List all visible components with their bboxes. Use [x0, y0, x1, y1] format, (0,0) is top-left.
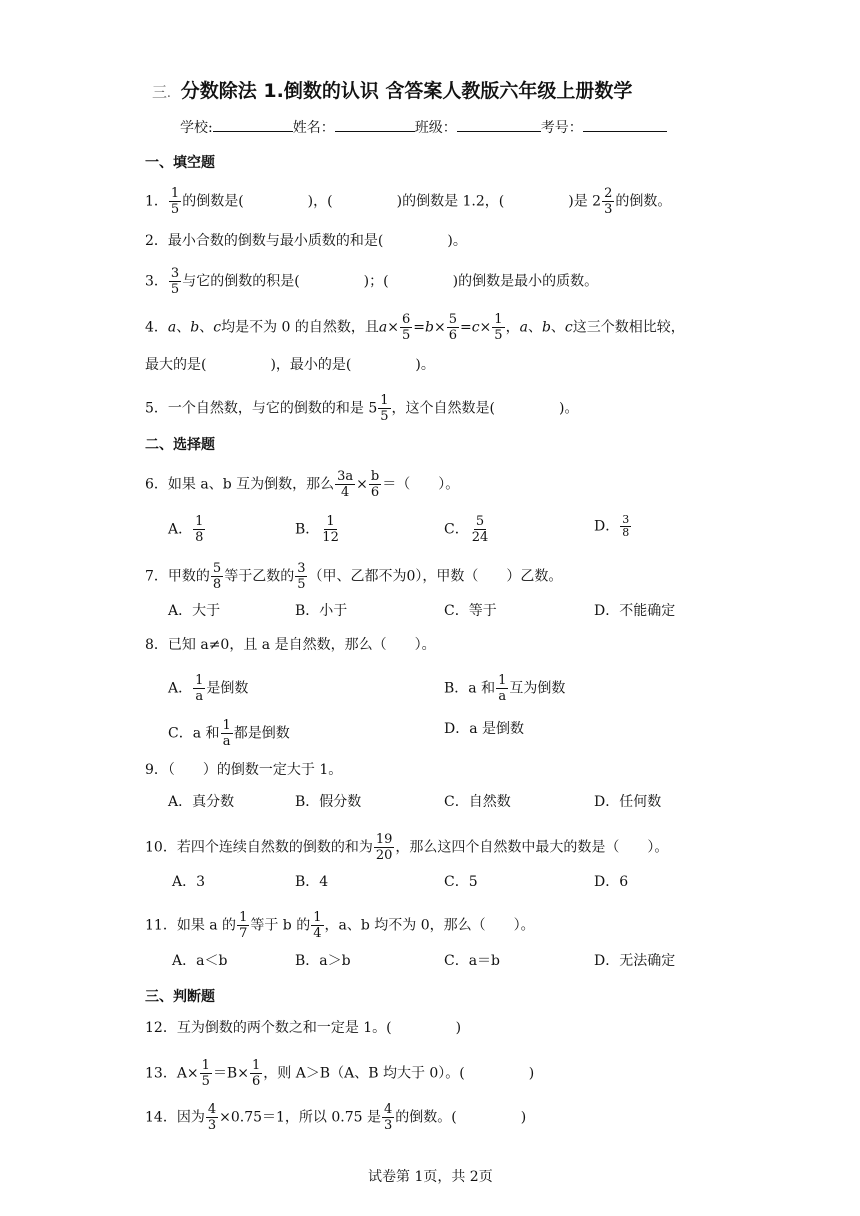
- q4-text-end: )。: [415, 357, 435, 373]
- q1-text-d: )是 2: [568, 193, 602, 210]
- q6-text-a: 6．如果 a、b 互为倒数，那么: [145, 476, 335, 493]
- name-blank[interactable]: [335, 117, 415, 132]
- q3-text-b: )；(: [363, 273, 389, 290]
- q4-fraction-1-5: $\frac{1}{5}$: [494, 312, 503, 343]
- q4-var-b: b: [190, 319, 200, 336]
- question-7: [145, 561, 562, 592]
- q1-number: 1．: [145, 193, 168, 210]
- student-info-line: [180, 117, 667, 138]
- q11-text-a: 11．如果 a 的: [145, 917, 237, 934]
- q9-option-c[interactable]: C．自然数: [444, 794, 511, 810]
- q10-option-c[interactable]: C．5: [444, 874, 478, 890]
- question-10: [145, 832, 668, 863]
- question-4-line-2: [145, 355, 435, 375]
- q14-text-c: 的倒数。(: [395, 1109, 457, 1126]
- q1-fraction-2-3: $\frac{2}{3}$: [604, 186, 613, 217]
- q6-fraction-b-6: $\frac{b}{6}$: [370, 469, 380, 500]
- q7-option-c[interactable]: C．等于: [444, 603, 497, 619]
- question-8: 8．已知 a≠0，且 a 是自然数，那么（ ）。: [145, 637, 436, 653]
- section-true-false: 三、判断题: [145, 989, 215, 1005]
- q1-text-c: )的倒数是 1.2，(: [396, 193, 505, 210]
- exam-no-blank[interactable]: [583, 117, 667, 132]
- q11-option-d[interactable]: D．无法确定: [594, 953, 676, 969]
- section-multiple-choice: 二、选择题: [145, 437, 215, 453]
- q14-fraction-4-3: $\frac{4}{3}$: [207, 1102, 217, 1133]
- q1-fraction-1-5: $\frac{1}{5}$: [170, 186, 180, 217]
- q14-fraction-4-3-b: $\frac{4}{3}$: [384, 1102, 393, 1133]
- q4-number: 4．: [145, 319, 168, 336]
- q5-text-a: 5．一个自然数，与它的倒数的和是 5: [145, 400, 378, 417]
- q4-fraction-5-6: $\frac{5}{6}$: [448, 312, 457, 343]
- q13-text-c: ，则 A＞B（A、B 均大于 0）。(: [263, 1065, 465, 1082]
- q13-text-b: ＝B×: [212, 1065, 249, 1082]
- q5-fraction: $\frac{1}{5}$: [380, 393, 389, 424]
- q10-option-b[interactable]: B．4: [295, 874, 329, 890]
- q6-option-a[interactable]: A． $\frac{1}{8}$: [168, 514, 204, 545]
- question-11: [145, 910, 535, 941]
- q3-fraction: $\frac{3}{5}$: [170, 266, 180, 297]
- q4-var-c: c: [213, 319, 222, 336]
- q13-text-a: 13．A×: [145, 1065, 199, 1082]
- school-blank[interactable]: [213, 117, 293, 132]
- class-label: 班级：: [414, 120, 457, 136]
- q11-text-b: 等于 b 的: [250, 917, 311, 934]
- q6-option-d[interactable]: D． $\frac{3}{8}$: [594, 513, 630, 539]
- q4-var-a: a: [167, 319, 177, 336]
- q4-fraction-6-5: $\frac{6}{5}$: [401, 312, 411, 343]
- q9-option-d[interactable]: D．任何数: [594, 794, 662, 810]
- q10-text-b: ，那么这四个自然数中最大的数是（ ）。: [395, 839, 669, 856]
- q11-option-a[interactable]: A．a＜b: [172, 953, 228, 969]
- q11-option-b[interactable]: B．a＞b: [295, 953, 351, 969]
- q7-text-c: （甲、乙都不为0），甲数（ ）乙数。: [308, 568, 563, 585]
- question-5: [145, 393, 578, 424]
- q8-option-c[interactable]: C．a 和 $\frac{1}{a}$ 都是倒数: [168, 718, 290, 749]
- q11-option-c[interactable]: C．a＝b: [444, 953, 501, 969]
- title-text: 分数除法 1.倒数的认识 含答案人教版六年级上册数学: [180, 80, 633, 102]
- q1-text-a: 的倒数是(: [182, 193, 244, 210]
- q10-text-a: 10．若四个连续自然数的倒数的和为: [145, 839, 373, 856]
- q2-end: )。: [447, 233, 467, 249]
- question-9: 9．（ ）的倒数一定大于 1。: [145, 762, 343, 778]
- page-footer: 试卷第 1页，共 2页: [368, 1169, 493, 1185]
- q5-text-b: ，这个自然数是(: [391, 400, 496, 417]
- q11-text-c: ，a、b 均不为 0，那么（ ）。: [324, 917, 535, 934]
- exam-no-label: 考号：: [540, 120, 583, 136]
- q3-text-c: )的倒数是最小的质数。: [452, 273, 599, 290]
- page-title: [152, 76, 632, 103]
- q6-option-b[interactable]: B． $\frac{1}{12}$: [295, 514, 339, 545]
- question-6: 6．如果 a、b 互为倒数，那么 $\frac{3a}{4}$ × $\frac{b}{6}$ ＝（ ）。: [145, 469, 460, 500]
- q9-option-a[interactable]: A．真分数: [168, 794, 235, 810]
- q4-text-a: 均是不为 0 的自然数，且: [221, 319, 379, 336]
- q6-text-b: ＝（ ）。: [382, 476, 460, 493]
- q7-text-a: 7．甲数的: [145, 568, 210, 585]
- q4-text-b: 这三个数相比较，: [572, 319, 685, 336]
- q12-text: 12．互为倒数的两个数之和一定是 1。(: [145, 1020, 392, 1036]
- q7-fraction-3-5: $\frac{3}{5}$: [297, 561, 306, 592]
- q14-text-b: ×0.75＝1，所以 0.75 是: [219, 1109, 381, 1126]
- q5-text-c: )。: [559, 400, 579, 417]
- q1-text-e: 的倒数。: [615, 193, 672, 210]
- q3-text-a: 与它的倒数的积是(: [182, 273, 300, 290]
- school-label: 学校:: [180, 120, 213, 136]
- q11-fraction-1-4: $\frac{1}{4}$: [313, 910, 322, 941]
- q8-option-a[interactable]: A． $\frac{1}{a}$ 是倒数: [168, 673, 249, 704]
- q7-text-b: 等于乙数的: [224, 568, 295, 585]
- question-14: 14．因为 $\frac{4}{3}$ ×0.75＝1，所以 0.75 是 $\frac{4}{3}$ 的倒数。( ): [145, 1102, 527, 1133]
- q10-fraction-19-20: $\frac{19}{20}$: [375, 832, 393, 863]
- q4-text-max: 最大的是(: [145, 357, 207, 373]
- q3-number: 3．: [145, 273, 168, 290]
- section-fill-blank: 一、填空题: [145, 155, 215, 171]
- q7-fraction-5-8: $\frac{5}{8}$: [212, 561, 222, 592]
- q9-option-b[interactable]: B．假分数: [295, 794, 362, 810]
- q8-option-d[interactable]: D．a 是倒数: [444, 721, 525, 737]
- q11-fraction-1-7: $\frac{1}{7}$: [239, 910, 248, 941]
- q13-fraction-1-6: $\frac{1}{6}$: [251, 1058, 261, 1089]
- question-4: 4．a、b、c均是不为 0 的自然数，且a× $\frac{6}{5}$ =b× $\frac{5}{6}$ =c× $\frac{1}{5}$ ，a、b、c这三个数相比较，: [145, 312, 685, 343]
- q10-option-a[interactable]: A．3: [172, 874, 206, 890]
- question-12: 12．互为倒数的两个数之和一定是 1。( ): [145, 1020, 462, 1036]
- class-blank[interactable]: [457, 117, 541, 132]
- name-label: 姓名：: [292, 120, 335, 136]
- q10-option-d[interactable]: D．6: [594, 874, 629, 890]
- section-prefix: 三.: [152, 85, 171, 101]
- question-1: [145, 186, 671, 217]
- question-3: [145, 266, 598, 297]
- q7-option-b[interactable]: B．小于: [295, 603, 348, 619]
- q6-option-c[interactable]: C． $\frac{5}{24}$: [444, 514, 489, 545]
- q6-fraction-3a-4: $\frac{3a}{4}$: [337, 469, 354, 500]
- q7-option-d[interactable]: D．不能确定: [594, 603, 676, 619]
- question-13: 13．A× $\frac{1}{5}$ ＝B× $\frac{1}{6}$ ，则 A＞B（A、B 均大于 0）。( ): [145, 1058, 535, 1089]
- q4-text-min: )，最小的是(: [270, 357, 352, 373]
- q8-option-b[interactable]: B．a 和 $\frac{1}{a}$ 互为倒数: [444, 673, 566, 704]
- q2-text: 2．最小合数的倒数与最小质数的和是(: [145, 233, 384, 249]
- q1-text-b: )，(: [307, 193, 333, 210]
- q14-text-a: 14．因为: [145, 1109, 205, 1126]
- q13-fraction-1-5: $\frac{1}{5}$: [201, 1058, 210, 1089]
- question-2: [145, 231, 467, 251]
- q7-option-a[interactable]: A．大于: [168, 603, 221, 619]
